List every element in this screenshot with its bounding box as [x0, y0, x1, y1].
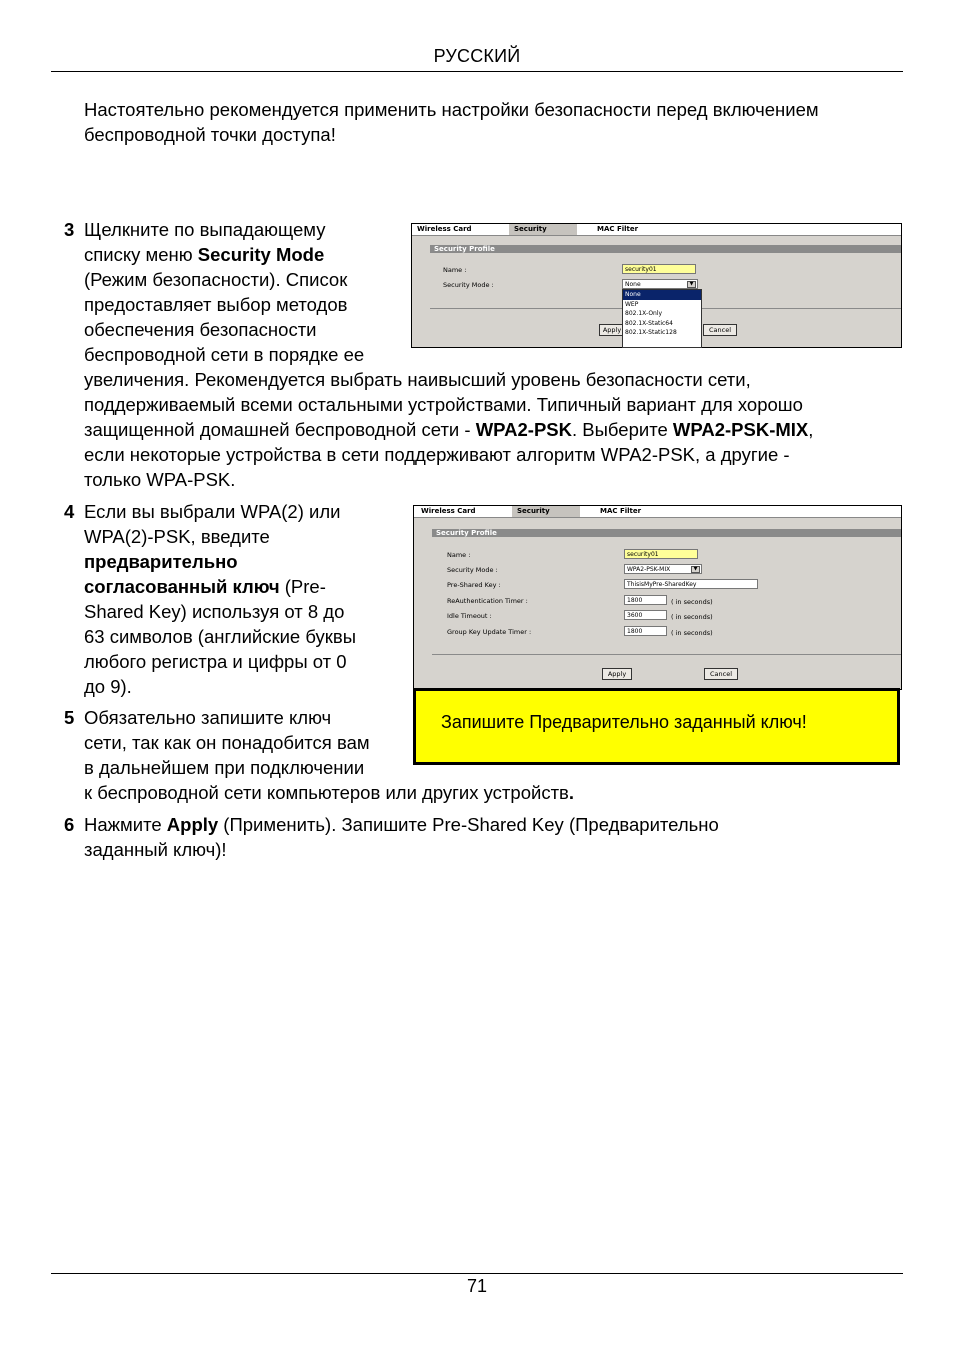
step-3-text-wrapped [84, 217, 414, 367]
apply-button[interactable]: Apply [599, 324, 625, 336]
step-3-line: Щелкните по выпадающему [84, 219, 326, 240]
step-4-text [84, 499, 409, 699]
page-header-title: РУССКИЙ [433, 46, 521, 66]
wpa2-psk-term: WPA2-PSK [475, 419, 572, 440]
group-key-input[interactable]: 1800 [624, 626, 667, 636]
step-3-line: если некоторые устройства в сети поддерживают алгоритм WPA2-PSK, а другие - [84, 444, 790, 465]
step-3-line: (Режим безопасности). Список [84, 269, 348, 290]
step-4-line: любого регистра и цифры от 0 [84, 651, 347, 672]
apply-term: Apply [166, 814, 219, 835]
cancel-button[interactable]: Cancel [704, 668, 738, 680]
name-input[interactable]: security01 [622, 264, 696, 274]
reauth-input[interactable]: 1800 [624, 595, 667, 605]
step-3-number: 3 [64, 219, 75, 240]
step-4-line: предварительно [84, 551, 238, 572]
tab-security[interactable]: Security [509, 224, 577, 235]
tab-bar [414, 506, 901, 518]
tab-wireless-card[interactable]: Wireless Card [421, 507, 476, 515]
tab-security[interactable]: Security [512, 506, 580, 517]
security-mode-select[interactable]: None ▼ [622, 279, 698, 289]
group-key-unit: ( in seconds) [671, 629, 713, 637]
footer-rule [51, 1273, 903, 1274]
header-rule [51, 71, 903, 72]
name-label: Name : [447, 551, 471, 559]
step-3-line: поддерживаемый всеми остальными устройствами. Типичный вариант для хорошо [84, 394, 803, 415]
step-5-text-full [84, 780, 904, 805]
step-3-line: беспроводной сети в порядке ее [84, 344, 365, 365]
step-3-line: увеличения. Рекомендуется выбрать наивысший уровень безопасности сети, [84, 369, 751, 390]
profile-title: Security Profile [432, 529, 901, 537]
step-4-line: WPA(2)-PSK, введите [84, 526, 270, 547]
tab-bar [412, 224, 901, 236]
security-dropdown-screenshot [411, 223, 902, 348]
idle-timeout-input[interactable]: 3600 [624, 610, 667, 620]
chevron-down-icon[interactable]: ▼ [691, 566, 700, 573]
tab-mac-filter[interactable]: MAC Filter [597, 225, 639, 233]
tab-mac-filter[interactable]: MAC Filter [600, 507, 642, 515]
tab-wireless-card[interactable]: Wireless Card [417, 225, 472, 233]
step-5-number: 5 [64, 707, 75, 728]
step-5-line: к беспроводной сети компьютеров или других устройств. [84, 782, 575, 803]
wpa2-psk-mix-term: WPA2-PSK-MIX [672, 419, 809, 440]
chevron-down-icon[interactable]: ▼ [687, 281, 696, 288]
step-4-line: Если вы выбрали WPA(2) или [84, 501, 341, 522]
security-mode-options [622, 289, 702, 348]
psk-settings-screenshot [413, 505, 902, 690]
step-4-line: согласованный ключ (Pre- [84, 576, 326, 597]
step-3-line: только WPA-PSK. [84, 469, 236, 490]
step-6-number: 6 [64, 814, 75, 835]
idle-timeout-unit: ( in seconds) [671, 613, 713, 621]
step-5-line: Обязательно запишите ключ [84, 707, 332, 728]
page-number: 71 [466, 1276, 488, 1296]
step-6-text [84, 812, 904, 862]
note-text: Запишите Предварительно заданный ключ! [441, 712, 807, 732]
reauth-unit: ( in seconds) [671, 598, 713, 606]
step-3-line: списку меню Security Mode [84, 244, 325, 265]
note-box [413, 688, 900, 765]
option-8021x-static64[interactable]: 802.1X-Static64 [625, 319, 673, 327]
step-4-line: 63 символов (английские буквы [84, 626, 357, 647]
security-mode-select[interactable]: WPA2-PSK-MIX ▼ [624, 564, 702, 574]
intro-paragraph: Настоятельно рекомендуется применить настройки безопасности перед включением беспроводной точки доступа! [84, 99, 819, 145]
psk-label: Pre-Shared Key : [447, 581, 501, 589]
psk-input[interactable]: ThisisMyPre-SharedKey [624, 579, 758, 589]
idle-timeout-label: Idle Timeout : [447, 612, 492, 620]
step-3-line: предоставляет выбор методов [84, 294, 348, 315]
reauth-label: ReAuthentication Timer : [447, 597, 528, 605]
step-4-line: до 9). [84, 676, 132, 697]
step-5-text-wrapped [84, 705, 414, 780]
divider [432, 654, 901, 655]
step-3-line: обеспечения безопасности [84, 319, 317, 340]
security-mode-label: Security Mode : [443, 281, 494, 289]
step-6-line: Нажмите Apply (Применить). Запишите Pre-Shared Key (Предварительно [84, 814, 719, 835]
step-6-line: заданный ключ)! [84, 839, 227, 860]
cancel-button[interactable]: Cancel [703, 324, 737, 336]
security-mode-label: Security Mode : [447, 566, 498, 574]
step-3-line: защищенной домашней беспроводной сети - WPA2-PSK. Выберите WPA2-PSK-MIX, [84, 419, 814, 440]
option-8021x-static128[interactable]: 802.1X-Static128 [625, 329, 677, 336]
step-4-line: Shared Key) используя от 8 до [84, 601, 345, 622]
name-label: Name : [443, 266, 467, 274]
name-input[interactable]: security01 [624, 549, 698, 559]
option-none[interactable]: None [623, 290, 701, 300]
group-key-label: Group Key Update Timer : [447, 628, 532, 636]
option-8021x-only[interactable]: 802.1X-Only [625, 310, 663, 317]
step-5-line: в дальнейшем при подключении [84, 757, 365, 778]
security-mode-term: Security Mode [197, 244, 325, 265]
step-3-text-full [84, 367, 904, 492]
step-5-line: сети, так как он понадобится вам [84, 732, 370, 753]
option-wep[interactable]: WEP [625, 300, 639, 308]
apply-button[interactable]: Apply [602, 668, 632, 680]
profile-title: Security Profile [430, 245, 901, 253]
step-4-number: 4 [64, 501, 75, 522]
